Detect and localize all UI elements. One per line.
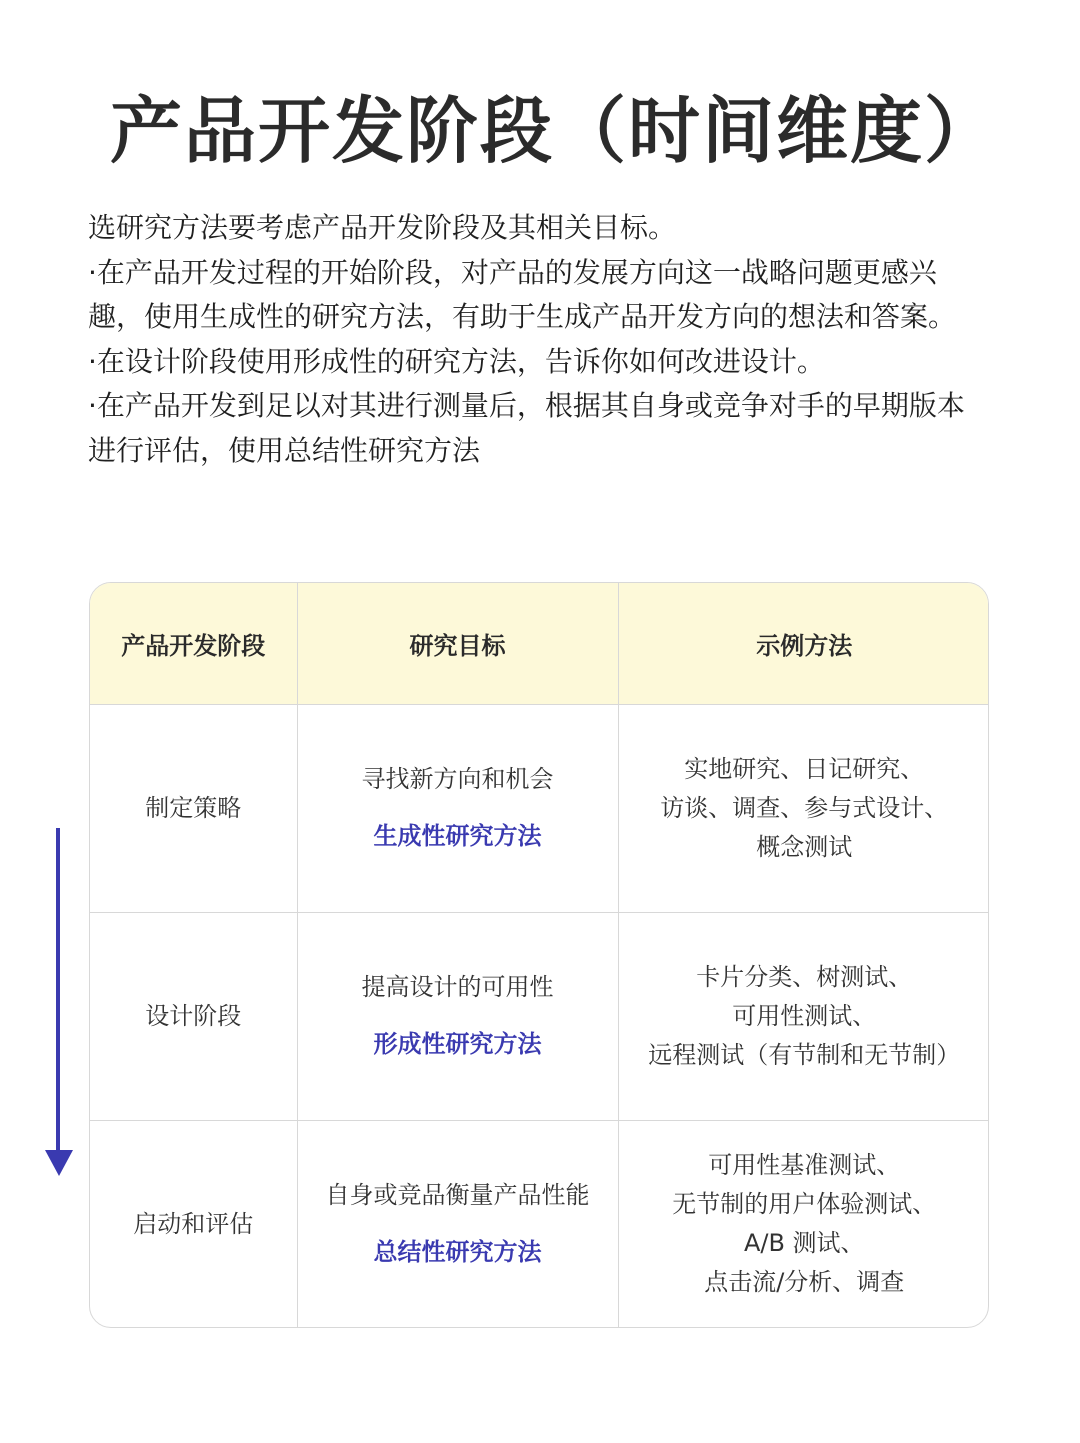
method-type-label: 生成性研究方法 (373, 822, 542, 850)
example-line: 实地研究、日记研究、 (684, 754, 925, 783)
example-line: 卡片分类、树测试、 (696, 962, 913, 991)
timeline-arrow-down-icon (44, 828, 74, 1178)
intro-paragraph: 选研究方法要考虑产品开发阶段及其相关目标。 (88, 211, 677, 244)
goal-cell (297, 1120, 618, 1328)
table-row (90, 1120, 989, 1328)
goal-text: 自身或竞品衡量产品性能 (325, 1181, 590, 1210)
example-line: 访谈、调查、参与式设计、 (660, 793, 949, 822)
header-stage: 产品开发阶段 (90, 583, 297, 704)
examples-cell (618, 1120, 989, 1328)
intro-paragraph: ·在设计阶段使用形成性的研究方法，告诉你如何改进设计。 (88, 344, 825, 378)
example-line: 远程测试（有节制和无节制） (648, 1040, 961, 1069)
method-type-label: 总结性研究方法 (373, 1238, 542, 1267)
page-title: 产品开发阶段（时间维度） (110, 89, 999, 173)
stage-cell: 启动和评估 (90, 1120, 297, 1328)
example-line: 可用性基准测试、 (708, 1151, 901, 1180)
examples-cell (618, 704, 989, 912)
intro-paragraph: ·在产品开发过程的开始阶段，对产品的发展方向这一战略问题更感兴趣，使用生成性的研究方法，有助于生成产品开发方向的想法和答案。 (88, 255, 957, 333)
method-type-label: 形成性研究方法 (373, 1030, 542, 1058)
table-row (90, 912, 989, 1120)
example-line: 无节制的用户体验测试、 (672, 1190, 937, 1219)
example-line: 概念测试 (756, 832, 853, 861)
goal-text: 寻找新方向和机会 (361, 765, 554, 793)
example-line: 点击流/分析、调查 (704, 1268, 905, 1297)
goal-text: 提高设计的可用性 (361, 973, 554, 1001)
table-header-row (90, 583, 989, 704)
example-line: A/B 测试、 (743, 1229, 865, 1258)
intro-text (88, 206, 988, 473)
table-row (90, 704, 989, 912)
stage-cell: 设计阶段 (90, 912, 297, 1120)
header-goal: 研究目标 (297, 583, 618, 704)
example-line: 可用性测试、 (732, 1001, 877, 1030)
stage-cell: 制定策略 (90, 704, 297, 912)
intro-paragraph: ·在产品开发到足以对其进行测量后，根据其自身或竞争对手的早期版本进行评估，使用总结性研究方法 (88, 389, 965, 467)
goal-cell (297, 912, 618, 1120)
examples-cell (618, 912, 989, 1120)
research-method-table (89, 582, 989, 1328)
header-examples: 示例方法 (618, 583, 989, 704)
goal-cell (297, 704, 618, 912)
